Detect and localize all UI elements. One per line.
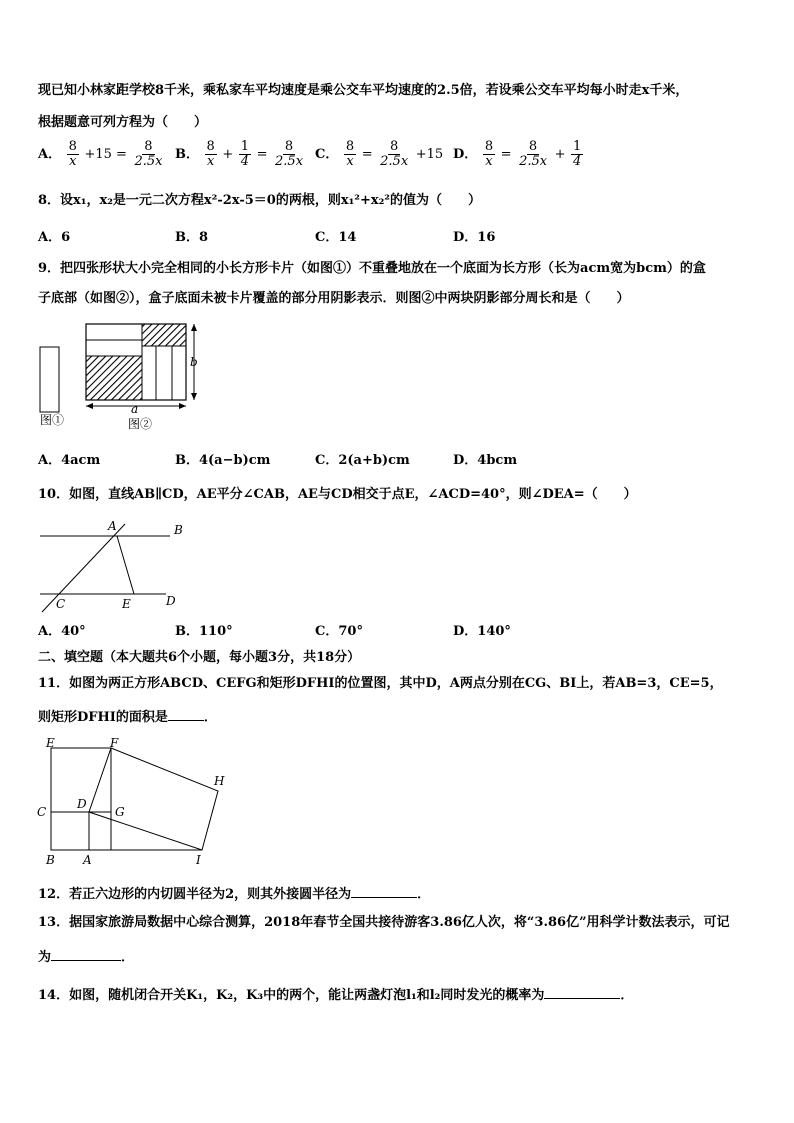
q10-option-d: D．140° [453, 624, 511, 639]
q8-stem: 8．设x₁，x₂是一元二次方程x²-2x-5＝0的两根，则x₁²+x₂²的值为（ ） [38, 193, 481, 208]
answer-blank[interactable] [168, 707, 204, 721]
option-label: C． [315, 147, 339, 162]
point-e-label: E [46, 736, 55, 750]
section-heading: 二、填空题（本大题共6个小题，每小题3分，共18分） [38, 650, 361, 665]
fig1-label: 图① [40, 413, 65, 427]
q11-figure [30, 734, 240, 868]
fraction: $\frac{1}{4}$ [573, 139, 582, 169]
q12-stem: 12．若正六边形的内切圆半径为2，则其外接圆半径为 ． [38, 884, 430, 903]
point-c-label: C [37, 805, 47, 819]
fraction: $\frac{8}{x}$ [206, 139, 215, 169]
q10-option-c: C．70° [315, 624, 363, 639]
q7-stem-line2: 根据题意可列方程为（ ） [38, 115, 208, 130]
option-label: A． [38, 147, 62, 162]
q7-option-a: A． $\frac{8}{x}$ +15 = $\frac{8}{2.5x}$ [38, 139, 163, 169]
option-label: D． [453, 147, 478, 162]
fraction: $\frac{8}{x}$ [68, 139, 77, 169]
q9-option-c: C．2(a+b)cm [315, 453, 410, 468]
fig2-label: 图② [128, 417, 153, 431]
q10-option-a: A．40° [38, 624, 86, 639]
q7-option-b: B． $\frac{8}{x}$ + $\frac{1}{4}$ = $\frac{8}{2.5x}$ [175, 139, 304, 169]
fraction: $\frac{8}{2.5x}$ [275, 139, 304, 169]
point-d-label: D [166, 594, 176, 608]
q9-option-b: B．4(a−b)cm [175, 453, 271, 468]
q11-stem-line2: 则矩形DFHI的面积是 ． [38, 707, 217, 726]
q9-stem-line1: 9．把四张形状大小完全相同的小长方形卡片（如图①）不重叠地放在一个底面为长方形（长为acm宽为bcm）的盒 [38, 261, 706, 276]
answer-blank[interactable] [51, 947, 121, 961]
point-a-label: A [83, 853, 92, 867]
fraction: $\frac{8}{x}$ [484, 139, 494, 169]
q8-option-b: B．8 [175, 230, 209, 245]
q7-stem-line1: 现已知小林家距学校8千米，乘私家车平均速度是乘公交车平均速度的2.5倍，若设乘公交车平均每小时走x千米， [38, 83, 689, 98]
point-i-label: I [196, 853, 201, 867]
point-g-label: G [115, 805, 125, 819]
q8-option-c: C．14 [315, 230, 357, 245]
point-b-label: B [174, 523, 183, 537]
answer-blank[interactable] [544, 985, 620, 999]
card-rect [40, 347, 59, 412]
q13-stem-line1: 13．据国家旅游局数据中心综合测算，2018年春节全国共接待游客3.86亿人次，将“3.86亿”用科学计数法表示，可记 [38, 915, 730, 930]
q14-stem: 14．如图，随机闭合开关K₁，K₂，K₃中的两个，能让两盏灯泡l₁和l₂同时发光的概率为 ． [38, 985, 633, 1004]
dimension-a-label: a [131, 402, 139, 416]
q13-stem-line2: 为 ． [38, 947, 134, 966]
q8-option-a: A．6 [38, 230, 71, 245]
q9-stem-line2: 子底部（如图②），盒子底面未被卡片覆盖的部分用阴影表示．则图②中两块阴影部分周长和是（ ） [38, 291, 630, 306]
point-f-label: F [110, 736, 119, 750]
fraction: $\frac{8}{2.5x}$ [519, 139, 548, 169]
q10-stem: 10．如图，直线AB∥CD，AE平分∠CAB，AE与CD相交于点E，∠ACD=40°，则∠DEA=（ ） [38, 487, 637, 502]
shaded-region [142, 324, 186, 346]
q11-stem-line1: 11．如图为两正方形ABCD、CEFG和矩形DFHI的位置图，其中D，A两点分别在CG、BI上，若AB=3，CE=5， [38, 676, 723, 691]
point-c-label: C [56, 597, 66, 611]
fraction: $\frac{1}{4}$ [240, 139, 250, 169]
shaded-region [86, 356, 142, 400]
q8-option-d: D．16 [453, 230, 496, 245]
point-e-label: E [122, 597, 131, 611]
q7-option-c: C． $\frac{8}{x}$ = $\frac{8}{2.5x}$ +15 [315, 139, 444, 169]
dimension-b-label: b [190, 355, 198, 369]
fraction: $\frac{8}{2.5x}$ [380, 139, 409, 169]
q9-option-a: A．4acm [38, 453, 101, 468]
q10-figure [30, 512, 200, 616]
option-label: B． [175, 147, 199, 162]
q9-option-d: D．4bcm [453, 453, 518, 468]
q9-figure [30, 318, 220, 436]
q7-option-d: D． $\frac{8}{x}$ = $\frac{8}{2.5x}$ + $\frac{1}{4}$ [453, 139, 582, 169]
fraction: $\frac{8}{2.5x}$ [134, 139, 163, 169]
point-d-label: D [77, 797, 87, 811]
answer-blank[interactable] [351, 884, 417, 898]
fraction: $\frac{8}{x}$ [345, 139, 355, 169]
point-a-label: A [108, 519, 117, 533]
point-h-label: H [214, 774, 225, 788]
q10-option-b: B．110° [175, 624, 233, 639]
point-b-label: B [46, 853, 55, 867]
